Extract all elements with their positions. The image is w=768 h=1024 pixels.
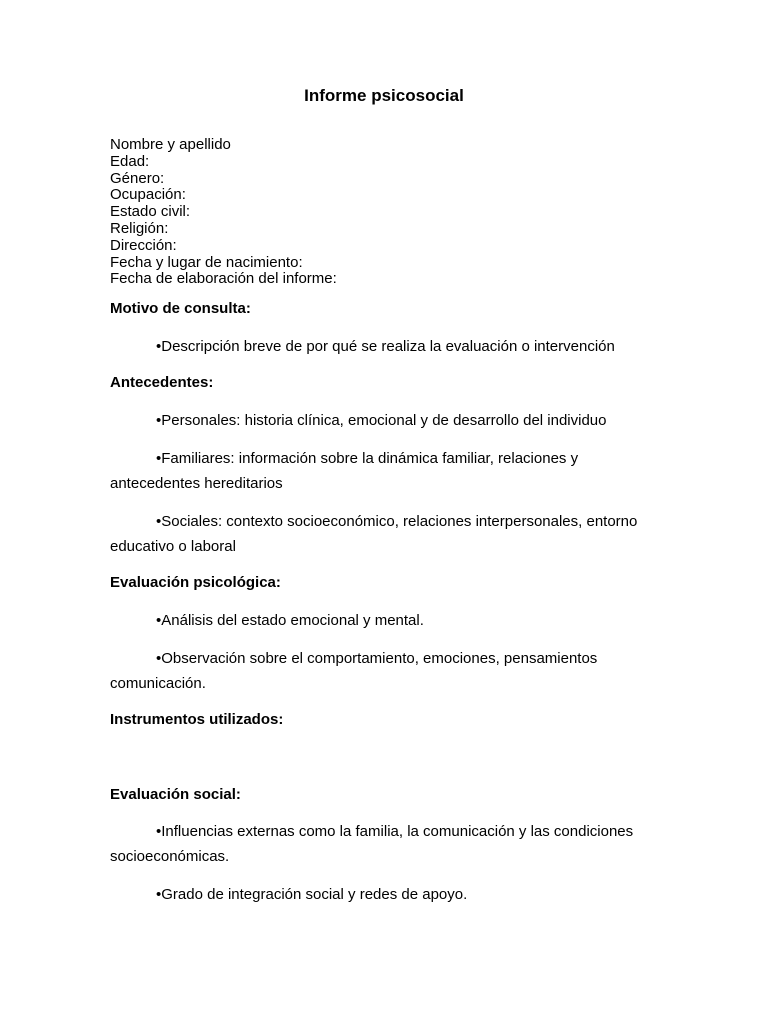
section-heading-motivo: Motivo de consulta: bbox=[110, 300, 251, 317]
antecedentes-item-sociales: •Sociales: contexto socioeconómico, relaciones interpersonales, entorno educativo o laboral bbox=[110, 513, 638, 555]
section-heading-antecedentes: Antecedentes: bbox=[110, 374, 214, 391]
field-direccion: Dirección: bbox=[110, 236, 177, 254]
section-heading-instrumentos: Instrumentos utilizados: bbox=[110, 711, 284, 728]
field-religion: Religión: bbox=[110, 219, 169, 237]
section-heading-evaluacion-social: Evaluación social: bbox=[110, 786, 241, 803]
field-estado-civil: Estado civil: bbox=[110, 203, 191, 221]
field-fecha-elaboracion: Fecha de elaboración del informe: bbox=[110, 270, 337, 288]
evaluacion-psicologica-item-2: •Observación sobre el comportamiento, emociones, pensamientos comunicación. bbox=[110, 650, 598, 692]
field-edad: Edad: bbox=[110, 152, 150, 170]
antecedentes-item-familiares: •Familiares: información sobre la dinámica familiar, relaciones y antecedentes hereditarios bbox=[110, 450, 579, 492]
document-title: Informe psicosocial bbox=[304, 86, 464, 105]
motivo-item-1: •Descripción breve de por qué se realiza la evaluación o intervención bbox=[156, 338, 615, 355]
evaluacion-social-item-2: •Grado de integración social y redes de apoyo. bbox=[156, 886, 468, 903]
evaluacion-social-item-1: •Influencias externas como la familia, la comunicación y las condiciones socioeconómicas. bbox=[110, 823, 634, 865]
field-ocupacion: Ocupación: bbox=[110, 186, 186, 204]
field-fecha-lugar-nacimiento: Fecha y lugar de nacimiento: bbox=[110, 253, 303, 271]
personal-data-fields bbox=[110, 137, 337, 288]
field-nombre: Nombre y apellido bbox=[110, 136, 231, 153]
evaluacion-psicologica-item-1: •Análisis del estado emocional y mental. bbox=[156, 612, 424, 629]
antecedentes-item-personales: •Personales: historia clínica, emocional y de desarrollo del individuo bbox=[156, 412, 607, 429]
section-heading-evaluacion-psicologica: Evaluación psicológica: bbox=[110, 574, 281, 591]
field-genero: Género: bbox=[110, 169, 165, 187]
